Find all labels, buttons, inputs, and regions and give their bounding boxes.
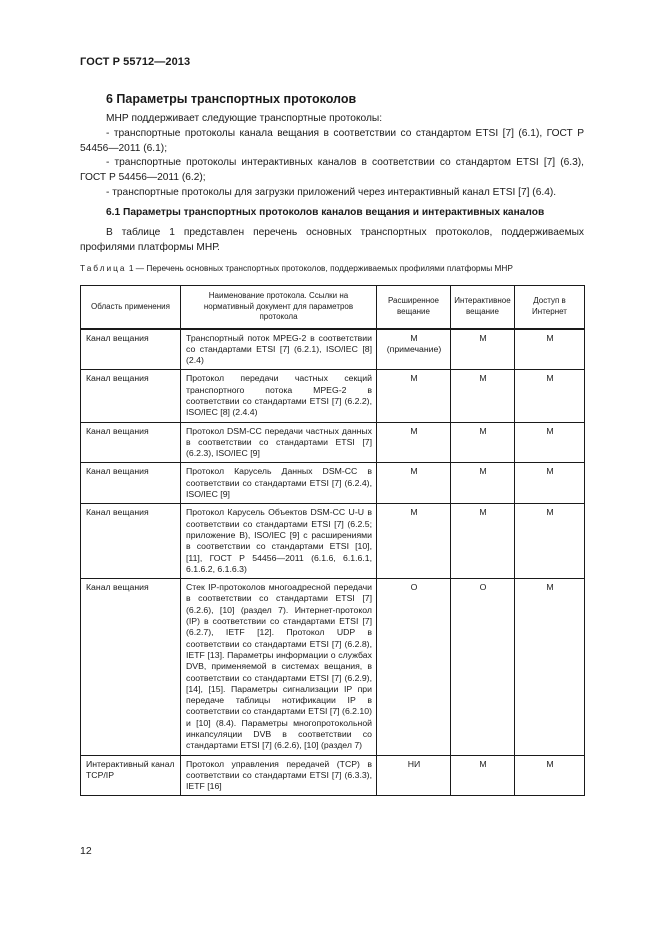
- table-row: [81, 579, 585, 755]
- cell-extended: М: [377, 504, 451, 579]
- cell-extended: О: [377, 579, 451, 755]
- cell-protocol: Протокол Карусель Объектов DSM-CC U-U в соответствии со стандартами ETSI [7] (6.2.5; приложение В), ISO/IEC [9] с расширениями в соответствии со стандартами ETSI [10], [11], ГОСТ Р 54456—2011 (6.1.6, 6.1.6.1, 6.1.6.2, 6.1.6.3): [181, 504, 377, 579]
- cell-protocol: Транспортный поток MPEG-2 в соответствии со стандартами ETSI [7] (6.2.1), ISO/IEC [8] (2.4): [181, 329, 377, 370]
- cell-internet: М: [515, 422, 585, 463]
- list-item: - транспортные протоколы канала вещания в соответствии со стандартом ETSI [7] (6.1), ГОСТ Р 54456—2011 (6.1);: [80, 127, 584, 154]
- cell-area: Канал вещания: [81, 422, 181, 463]
- protocols-table: [80, 285, 585, 796]
- cell-extended: НИ: [377, 755, 451, 796]
- table-row: [81, 504, 585, 579]
- cell-area: Интерактивный канал TCP/IP: [81, 755, 181, 796]
- cell-interactive: О: [451, 579, 515, 755]
- cell-area: Канал вещания: [81, 504, 181, 579]
- section-intro: МНР поддерживает следующие транспортные протоколы:: [106, 113, 383, 124]
- cell-extended: М: [377, 463, 451, 504]
- table-header-row: [81, 286, 585, 329]
- subsection-text: В таблице 1 представлен перечень основных транспортных протоколов, поддерживаемых профилями платформы МНР.: [80, 227, 584, 253]
- cell-internet: М: [515, 504, 585, 579]
- cell-interactive: М: [451, 755, 515, 796]
- cell-extended: М (примечание): [377, 329, 451, 370]
- cell-internet: М: [515, 579, 585, 755]
- cell-area: Канал вещания: [81, 463, 181, 504]
- cell-protocol: Протокол управления передачей (TCP) в соответствии со стандартами ETSI [7] (6.3.3), IETF [16]: [181, 755, 377, 796]
- table-row: [81, 422, 585, 463]
- list-item: - транспортные протоколы для загрузки приложений через интерактивный канал ETSI [7] (6.4).: [106, 186, 557, 198]
- section-intro-block: [80, 112, 584, 201]
- table-row: [81, 755, 585, 796]
- cell-area: Канал вещания: [81, 329, 181, 370]
- cell-internet: М: [515, 755, 585, 796]
- list-item: - транспортные протоколы интерактивных каналов в соответствии со стандартом ETSI [7] (6.3), ГОСТ Р 54456—2011 (6.2);: [80, 157, 584, 184]
- table-caption: [80, 263, 513, 273]
- table-caption-text: 1 — Перечень основных транспортных протоколов, поддерживаемых профилями платформы МНР: [126, 263, 513, 273]
- table-row: [81, 370, 585, 422]
- cell-protocol: Протокол DSM-CC передачи частных данных в соответствии со стандартами ETSI [7] (6.2.3), ISO/IEC [9]: [181, 422, 377, 463]
- header-protocol: Наименование протокола. Ссылки на нормативный документ для параметров протокола: [181, 286, 377, 329]
- subsection-title: 6.1 Параметры транспортных протоколов каналов вещания и интерактивных каналов: [106, 207, 545, 218]
- header-internet: Доступ в Интернет: [515, 286, 585, 329]
- cell-extended: М: [377, 370, 451, 422]
- page-number: 12: [80, 845, 92, 857]
- cell-internet: М: [515, 463, 585, 504]
- cell-interactive: М: [451, 422, 515, 463]
- cell-protocol: Протокол передачи частных секций транспортного потока MPEG-2 в соответствии со стандартами ETSI [7] (6.2.2), ISO/IEC [8] (2.4.4): [181, 370, 377, 422]
- cell-area: Канал вещания: [81, 370, 181, 422]
- cell-interactive: М: [451, 370, 515, 422]
- cell-internet: М: [515, 329, 585, 370]
- header-interactive: Интерактивное вещание: [451, 286, 515, 329]
- table-caption-label: Таблица: [80, 263, 127, 273]
- cell-interactive: М: [451, 329, 515, 370]
- document-header: ГОСТ Р 55712—2013: [80, 56, 191, 68]
- table-row: [81, 463, 585, 504]
- cell-protocol: Стек IP-протоколов многоадресной передачи в соответствии со стандартами ETSI [7] (6.2.6), [10] (раздел 7). Интернет-протокол (IP) в соответствии со стандартами ETSI [7] (6.2.7), IETF [12]. Протокол UDP в соответствии со стандартами ETSI [7] (6.2.8), IETF [13]. Параметры информации о службах DVB, применяемой в системах вещания, в соответствии со стандартами ETSI [7] (6.2.9), [14], [15]. Параметры сигнализации IP при передаче таблицы нотификации IP в соответствии со стандартами ETSI [7] (6.2.10) и [10] (8.4). Параметры многопротокольной инкапсуляции DVB в соответствии со стандартами ETSI [7] (6.2.6), [10] (раздел 7): [181, 579, 377, 755]
- cell-protocol: Протокол Карусель Данных DSM-CC в соответствии со стандартами ETSI [7] (6.2.4), ISO/IEC [9]: [181, 463, 377, 504]
- header-extended: Расширенное вещание: [377, 286, 451, 329]
- header-area: Область применения: [81, 286, 181, 329]
- table-row: [81, 329, 585, 370]
- cell-interactive: М: [451, 463, 515, 504]
- cell-interactive: М: [451, 504, 515, 579]
- cell-internet: М: [515, 370, 585, 422]
- section-title: 6 Параметры транспортных протоколов: [106, 92, 357, 106]
- cell-extended: М: [377, 422, 451, 463]
- cell-area: Канал вещания: [81, 579, 181, 755]
